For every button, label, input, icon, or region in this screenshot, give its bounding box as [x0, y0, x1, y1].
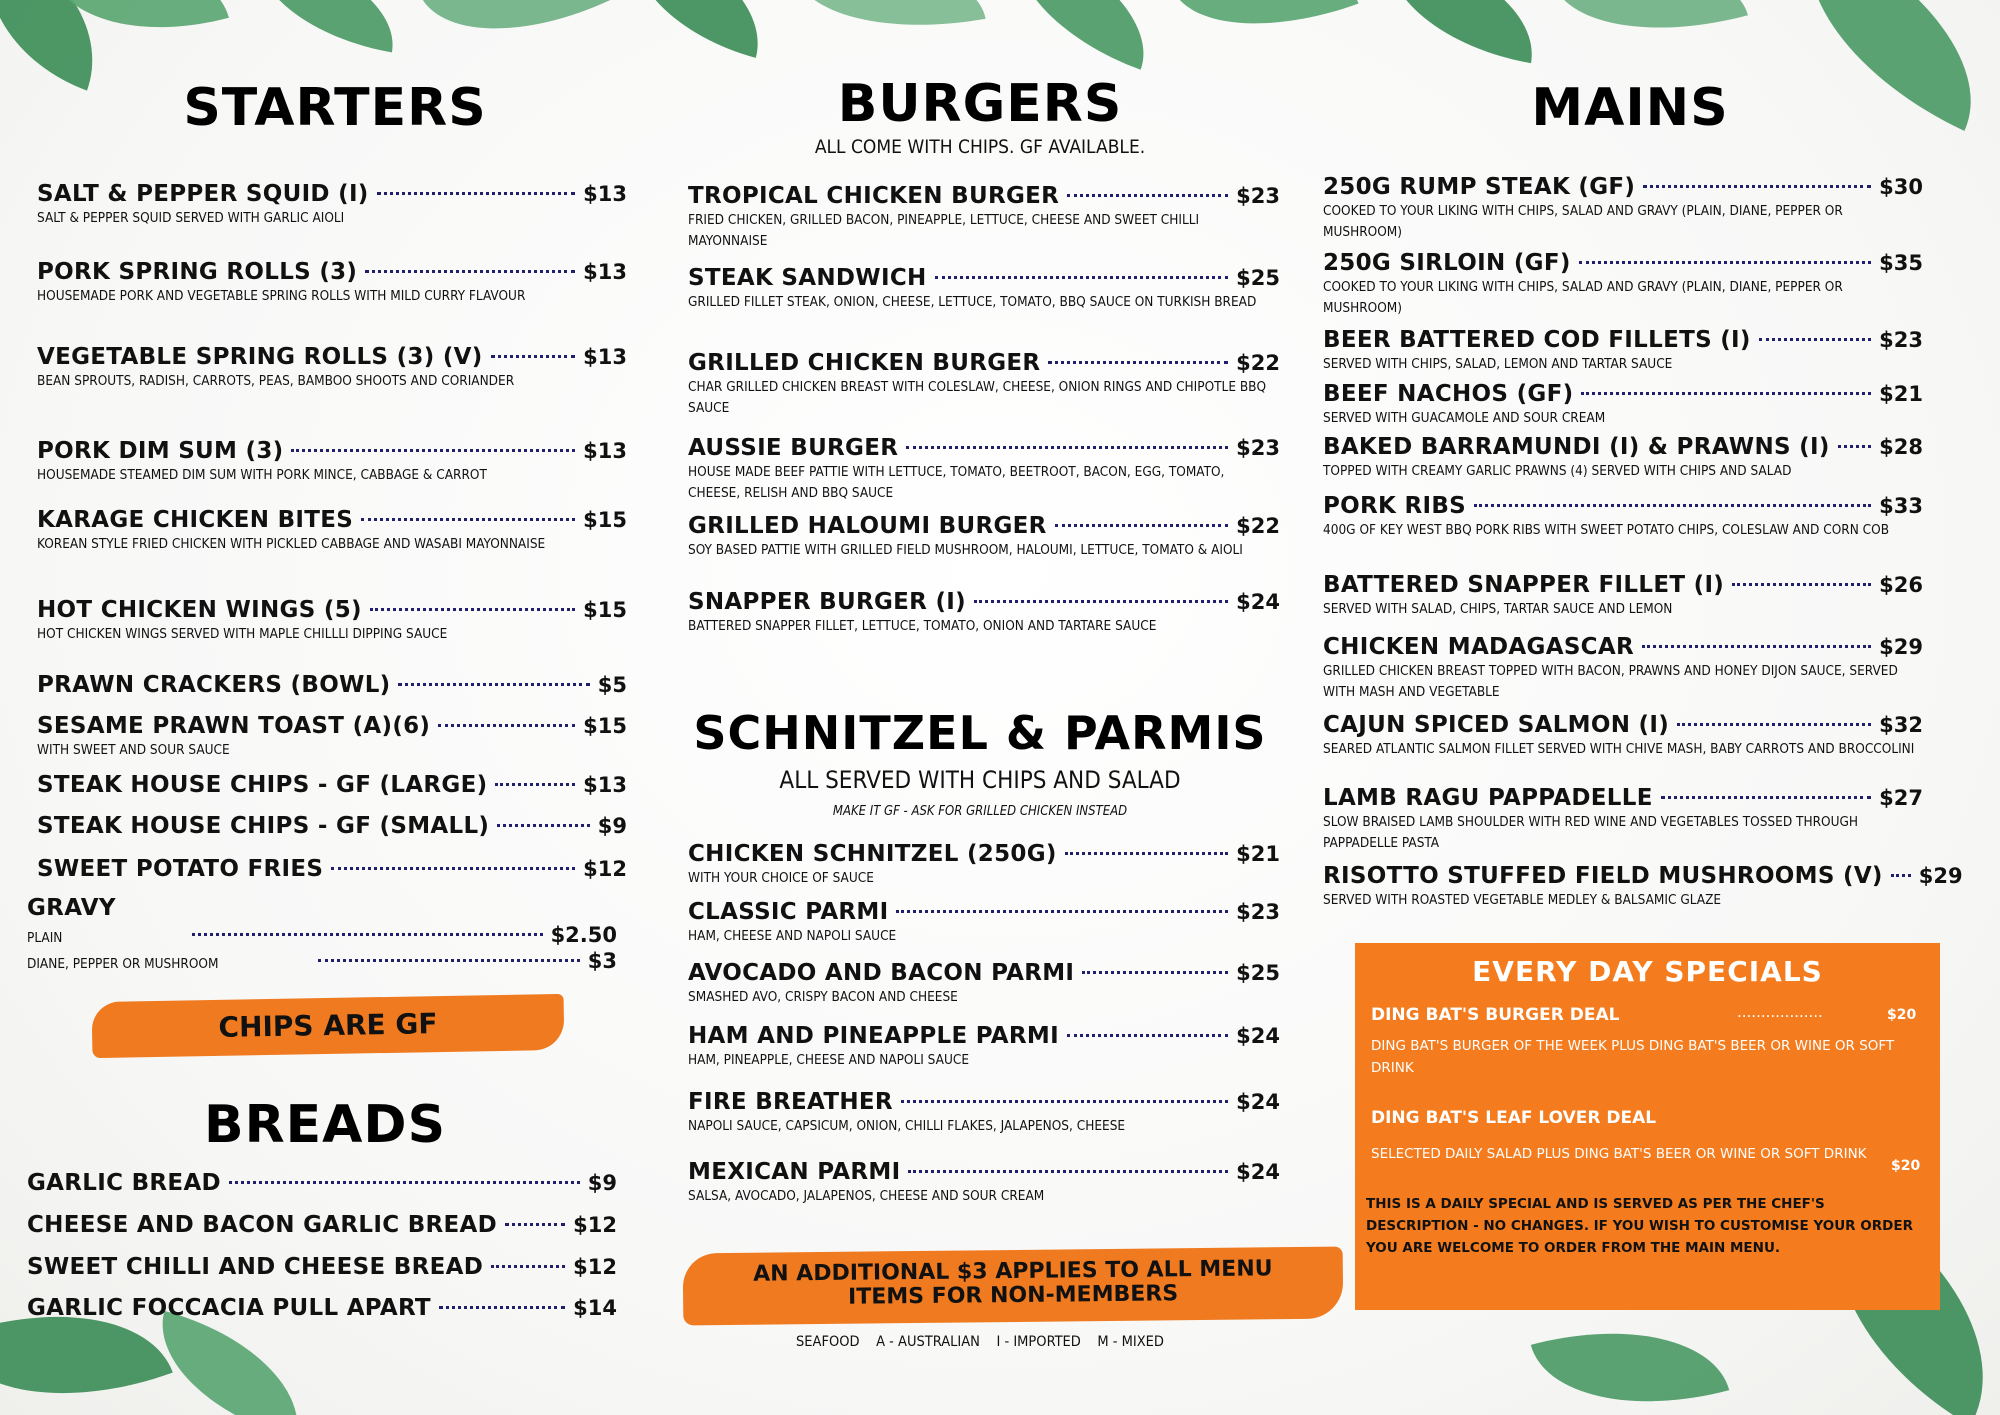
bread-item — [27, 1254, 617, 1280]
starter-item-row — [37, 259, 627, 285]
main-item-name: BATTERED SNAPPER FILLET (I) — [1323, 572, 1725, 598]
bread-item — [27, 1212, 617, 1238]
dot-leader — [1474, 504, 1871, 507]
deal2-desc: SELECTED DAILY SALAD PLUS DING BAT'S BEER OR WINE OR SOFT DRINK — [1371, 1146, 1867, 1162]
gravy-plain: PLAIN — [27, 930, 63, 946]
burger-item-name: GRILLED HALOUMI BURGER — [688, 513, 1047, 539]
main-item-row — [1323, 712, 1923, 738]
deal1-name: DING BAT'S BURGER DEAL — [1371, 1005, 1620, 1025]
main-item-price: $35 — [1879, 251, 1923, 275]
starter-item-name: PORK SPRING ROLLS (3) — [37, 259, 358, 285]
starter-item — [37, 713, 627, 761]
dot-leader — [1759, 338, 1871, 341]
specials-title: EVERY DAY SPECIALS — [1472, 955, 1823, 988]
gravy-name: GRAVY — [27, 895, 116, 921]
starter-item — [37, 813, 627, 839]
starter-item-price: $13 — [583, 345, 627, 369]
schnitzel-item-name: HAM AND PINEAPPLE PARMI — [688, 1023, 1059, 1049]
starter-item-desc: HOUSEMADE STEAMED DIM SUM WITH PORK MINCE, CABBAGE & CARROT — [37, 467, 487, 483]
main-item-row — [1323, 250, 1923, 276]
schnitzel-item-name: AVOCADO AND BACON PARMI — [688, 960, 1075, 986]
schnitzel-item — [688, 1023, 1280, 1071]
main-item-desc: GRILLED CHICKEN BREAST TOPPED WITH BACON, PRAWNS AND HONEY DIJON SAUCE, SERVED WITH MASH AND VEGETABLE — [1323, 663, 1898, 700]
main-item-desc: TOPPED WITH CREAMY GARLIC PRAWNS (4) SERVED WITH CHIPS AND SALAD — [1323, 463, 1792, 479]
starter-item — [37, 507, 627, 555]
starter-item-name: SESAME PRAWN TOAST (A)(6) — [37, 713, 431, 739]
gravy-other-price: $3 — [587, 949, 617, 973]
dot-leader — [505, 1223, 565, 1226]
schnitzel-item-price: $24 — [1236, 1160, 1280, 1184]
burger-item-price: $25 — [1236, 266, 1280, 290]
schnitzel-item-row — [688, 841, 1280, 867]
schnitzel-item-price: $25 — [1236, 961, 1280, 985]
starter-item-desc: HOT CHICKEN WINGS SERVED WITH MAPLE CHILLLI DIPPING SAUCE — [37, 626, 448, 642]
legend: SEAFOOD A - AUSTRALIAN I - IMPORTED M - MIXED — [796, 1334, 1164, 1350]
main-item-desc: SERVED WITH CHIPS, SALAD, LEMON AND TARTAR SAUCE — [1323, 356, 1673, 372]
main-item-desc: SEARED ATLANTIC SALMON FILLET SERVED WITH CHIVE MASH, BABY CARROTS AND BROCCOLINI — [1323, 741, 1915, 757]
schnitzel-heading: SCHNITZEL & PARMIS — [693, 706, 1267, 760]
main-item-name: PORK RIBS — [1323, 493, 1467, 519]
dot-leader — [1838, 445, 1872, 448]
main-item-price: $26 — [1879, 573, 1923, 597]
burger-item-desc: SOY BASED PATTIE WITH GRILLED FIELD MUSHROOM, HALOUMI, LETTUCE, TOMATO & AIOLI — [688, 542, 1243, 558]
starter-item-name: KARAGE CHICKEN BITES — [37, 507, 354, 533]
burger-item-name: TROPICAL CHICKEN BURGER — [688, 183, 1060, 209]
starter-item-row — [37, 507, 627, 533]
main-item-price: $29 — [1879, 635, 1923, 659]
main-item-desc: SERVED WITH SALAD, CHIPS, TARTAR SAUCE AND LEMON — [1323, 601, 1673, 617]
starter-item — [37, 259, 627, 307]
schnitzel-subtitle: ALL SERVED WITH CHIPS AND SALAD — [779, 766, 1181, 794]
main-item-desc: COOKED TO YOUR LIKING WITH CHIPS, SALAD AND GRAVY (PLAIN, DIANE, PEPPER OR MUSHROOM) — [1323, 203, 1843, 240]
main-item-row — [1323, 785, 1923, 811]
main-item-desc: SERVED WITH ROASTED VEGETABLE MEDLEY & BALSAMIC GLAZE — [1323, 892, 1722, 908]
starter-item — [37, 772, 627, 798]
burger-item-price: $22 — [1236, 514, 1280, 538]
dot-leader — [1082, 971, 1228, 974]
dot-leader — [377, 192, 576, 195]
starter-item-name: HOT CHICKEN WINGS (5) — [37, 597, 362, 623]
schnitzel-item — [688, 1089, 1280, 1137]
main-item-name: 250G RUMP STEAK (GF) — [1323, 174, 1636, 200]
burger-item-desc: FRIED CHICKEN, GRILLED BACON, PINEAPPLE, LETTUCE, CHEESE AND SWEET CHILLI MAYONNAISE — [688, 212, 1200, 249]
schnitzel-note: MAKE IT GF - ASK FOR GRILLED CHICKEN INSTEAD — [832, 804, 1128, 819]
dot-leader — [497, 824, 590, 827]
starter-item-desc: SALT & PEPPER SQUID SERVED WITH GARLIC AIOLI — [37, 210, 345, 226]
starter-item-price: $15 — [583, 598, 627, 622]
burger-item — [688, 350, 1280, 419]
burger-item-desc: GRILLED FILLET STEAK, ONION, CHEESE, LETTUCE, TOMATO, BBQ SAUCE ON TURKISH BREAD — [688, 294, 1257, 310]
dot-leader — [901, 1100, 1228, 1103]
main-item-desc: COOKED TO YOUR LIKING WITH CHIPS, SALAD AND GRAVY (PLAIN, DIANE, PEPPER OR MUSHROOM) — [1323, 279, 1843, 316]
main-item-name: BAKED BARRAMUNDI (I) & PRAWNS (I) — [1323, 434, 1830, 460]
starter-item-name: PORK DIM SUM (3) — [37, 438, 284, 464]
dot-leader — [935, 276, 1229, 279]
schnitzel-item — [688, 1159, 1280, 1207]
deal1-price: $20 — [1887, 1007, 1917, 1023]
schnitzel-item-row — [688, 1023, 1280, 1049]
nonmember-banner — [683, 1247, 1344, 1326]
dot-leader — [908, 1170, 1228, 1173]
main-item — [1323, 434, 1923, 482]
specials-note: THIS IS A DAILY SPECIAL AND IS SERVED AS PER THE CHEF'S DESCRIPTION - NO CHANGES. IF YOU WISH TO CUSTOMISE YOUR ORDER YOU ARE WELCOME TO ORDER FROM THE MAIN MENU. — [1366, 1196, 1913, 1256]
bread-item-name: GARLIC FOCCACIA PULL APART — [27, 1295, 431, 1321]
burger-item-name: SNAPPER BURGER (I) — [688, 589, 966, 615]
starter-item-row — [37, 597, 627, 623]
main-item-name: RISOTTO STUFFED FIELD MUSHROOMS (V) — [1323, 863, 1883, 889]
dot-leader — [1579, 261, 1872, 264]
schnitzel-item-price: $24 — [1236, 1024, 1280, 1048]
deal2-price: $20 — [1891, 1158, 1921, 1174]
schnitzel-item-name: CHICKEN SCHNITZEL (250G) — [688, 841, 1057, 867]
schnitzel-item-desc: SMASHED AVO, CRISPY BACON AND CHEESE — [688, 989, 958, 1005]
burger-item-row — [688, 513, 1280, 539]
dot-leader — [361, 518, 575, 521]
chips-gf-banner: CHIPS ARE GF — [92, 994, 565, 1058]
burger-item — [688, 183, 1280, 252]
main-item — [1323, 634, 1923, 703]
starter-item-desc: BEAN SPROUTS, RADISH, CARROTS, PEAS, BAMBOO SHOOTS AND CORIANDER — [37, 373, 515, 389]
main-item-row — [1323, 174, 1923, 200]
burger-item — [688, 589, 1280, 637]
schnitzel-item-row — [688, 1159, 1280, 1185]
dot-leader — [291, 449, 575, 452]
burger-item-name: GRILLED CHICKEN BURGER — [688, 350, 1041, 376]
schnitzel-item-row — [688, 960, 1280, 986]
bread-item — [27, 1295, 617, 1321]
schnitzel-item-price: $24 — [1236, 1090, 1280, 1114]
bread-item-price: $12 — [573, 1213, 617, 1237]
main-item — [1323, 785, 1923, 854]
main-item — [1323, 327, 1923, 375]
burger-item-desc: CHAR GRILLED CHICKEN BREAST WITH COLESLAW, CHEESE, ONION RINGS AND CHIPOTLE BBQ SAUCE — [688, 379, 1267, 416]
bread-item-price: $9 — [587, 1171, 617, 1195]
main-item-name: CAJUN SPICED SALMON (I) — [1323, 712, 1670, 738]
dot-leader — [1661, 796, 1871, 799]
schnitzel-item-desc: NAPOLI SAUCE, CAPSICUM, ONION, CHILLI FLAKES, JALAPENOS, CHEESE — [688, 1118, 1126, 1134]
main-item-name: CHICKEN MADAGASCAR — [1323, 634, 1634, 660]
dot-leader — [365, 270, 575, 273]
burgers-subtitle: ALL COME WITH CHIPS. GF AVAILABLE. — [814, 136, 1146, 158]
schnitzel-item-row — [688, 899, 1280, 925]
schnitzel-item-desc: HAM, PINEAPPLE, CHEESE AND NAPOLI SAUCE — [688, 1052, 969, 1068]
burger-item — [688, 265, 1280, 313]
dot-leader — [1581, 392, 1871, 395]
starter-item-name: SWEET POTATO FRIES — [37, 856, 324, 882]
starter-item-row — [37, 438, 627, 464]
main-item — [1323, 712, 1923, 760]
dot-leader — [331, 867, 575, 870]
main-item-row — [1323, 493, 1923, 519]
dot-leader — [896, 910, 1228, 913]
schnitzel-item-desc: WITH YOUR CHOICE OF SAUCE — [688, 870, 874, 886]
starter-item-price: $13 — [583, 773, 627, 797]
main-item-row — [1323, 381, 1923, 407]
starter-item-row — [37, 672, 627, 698]
starter-item — [37, 344, 627, 392]
starter-item-price: $13 — [583, 182, 627, 206]
bread-item-name: GARLIC BREAD — [27, 1170, 221, 1196]
dot-leader — [439, 1306, 565, 1309]
starter-item-row — [37, 344, 627, 370]
burger-item-row — [688, 589, 1280, 615]
dot-leader — [438, 724, 575, 727]
bread-item-price: $14 — [573, 1296, 617, 1320]
main-item-desc: 400G OF KEY WEST BBQ PORK RIBS WITH SWEET POTATO CHIPS, COLESLAW AND CORN COB — [1323, 522, 1890, 538]
main-item-price: $30 — [1879, 175, 1923, 199]
starter-item-price: $15 — [583, 714, 627, 738]
burger-item-row — [688, 350, 1280, 376]
deal1-dots: .................. — [1737, 1003, 1823, 1021]
burger-item-price: $23 — [1236, 436, 1280, 460]
deal1-desc: DING BAT'S BURGER OF THE WEEK PLUS DING BAT'S BEER OR WINE OR SOFT DRINK — [1371, 1038, 1895, 1076]
dot-leader — [1891, 874, 1911, 877]
starter-item-row — [37, 772, 627, 798]
main-item-name: BEEF NACHOS (GF) — [1323, 381, 1574, 407]
bread-item-row — [27, 1254, 617, 1280]
starter-item-row — [37, 181, 627, 207]
main-item-name: BEER BATTERED COD FILLETS (I) — [1323, 327, 1751, 353]
main-item-price: $28 — [1879, 435, 1923, 459]
schnitzel-item-row — [688, 1089, 1280, 1115]
starter-item-name: SALT & PEPPER SQUID (I) — [37, 181, 369, 207]
main-item — [1323, 381, 1923, 429]
schnitzel-item — [688, 960, 1280, 1008]
dot-leader — [974, 600, 1228, 603]
burger-item — [688, 513, 1280, 561]
schnitzel-item — [688, 899, 1280, 947]
main-item-desc: SLOW BRAISED LAMB SHOULDER WITH RED WINE AND VEGETABLES TOSSED THROUGH PAPPADELLE PASTA — [1323, 814, 1859, 851]
burger-item-desc: HOUSE MADE BEEF PATTIE WITH LETTUCE, TOMATO, BEETROOT, BACON, EGG, TOMATO, CHEESE, RELISH AND BBQ SAUCE — [688, 464, 1225, 501]
starter-item-price: $13 — [583, 260, 627, 284]
gravy-plain-price: $2.50 — [550, 923, 617, 947]
dot-leader — [1055, 524, 1229, 527]
starter-item-name: STEAK HOUSE CHIPS - GF (LARGE) — [37, 772, 488, 798]
starter-item — [37, 672, 627, 698]
burger-item-price: $23 — [1236, 184, 1280, 208]
starters-heading: STARTERS — [183, 78, 487, 138]
burger-item-price: $22 — [1236, 351, 1280, 375]
starter-item — [37, 856, 627, 882]
main-item-price: $21 — [1879, 382, 1923, 406]
main-item-row — [1323, 327, 1923, 353]
burger-item-row — [688, 183, 1280, 209]
starter-item-desc: HOUSEMADE PORK AND VEGETABLE SPRING ROLLS WITH MILD CURRY FLAVOUR — [37, 288, 526, 304]
starter-item-name: VEGETABLE SPRING ROLLS (3) (V) — [37, 344, 483, 370]
gravy-item — [27, 895, 617, 975]
starter-item-price: $15 — [583, 508, 627, 532]
main-item — [1323, 493, 1923, 541]
dot-leader — [1642, 645, 1871, 648]
bread-item-row — [27, 1212, 617, 1238]
starter-item-name: STEAK HOUSE CHIPS - GF (SMALL) — [37, 813, 490, 839]
main-item — [1323, 863, 1963, 911]
dot-leader — [229, 1181, 580, 1184]
burger-item-row — [688, 435, 1280, 461]
dot-leader — [491, 355, 576, 358]
bread-item-price: $12 — [573, 1255, 617, 1279]
dot-leader — [906, 446, 1228, 449]
starter-item-price: $12 — [583, 857, 627, 881]
dot-leader — [398, 683, 589, 686]
burger-item-row — [688, 265, 1280, 291]
mains-heading: MAINS — [1531, 78, 1729, 138]
dot-leader — [495, 783, 575, 786]
dot-leader — [1048, 361, 1228, 364]
starter-item-price: $13 — [583, 439, 627, 463]
main-item-price: $27 — [1879, 786, 1923, 810]
dot-leader — [370, 608, 575, 611]
schnitzel-item-desc: HAM, CHEESE AND NAPOLI SAUCE — [688, 928, 897, 944]
gravy-other: DIANE, PEPPER OR MUSHROOM — [27, 956, 219, 972]
dot-leader — [491, 1265, 565, 1268]
main-item-price: $29 — [1918, 864, 1963, 888]
starter-item-price: $5 — [597, 673, 627, 697]
starter-item-name: PRAWN CRACKERS (BOWL) — [37, 672, 391, 698]
main-item-price: $32 — [1879, 713, 1923, 737]
starter-item-row — [37, 813, 627, 839]
main-item-name: LAMB RAGU PAPPADELLE — [1323, 785, 1653, 811]
main-item-row — [1323, 863, 1963, 889]
schnitzel-item-name: FIRE BREATHER — [688, 1089, 893, 1115]
dot-leader — [1677, 723, 1871, 726]
main-item-row — [1323, 434, 1923, 460]
dot-leader — [1732, 583, 1871, 586]
schnitzel-item-price: $23 — [1236, 900, 1280, 924]
dot-leader — [1065, 852, 1228, 855]
main-item-price: $23 — [1879, 328, 1923, 352]
main-item-name: 250G SIRLOIN (GF) — [1323, 250, 1571, 276]
burger-item-price: $24 — [1236, 590, 1280, 614]
specials-box — [1355, 943, 1940, 1310]
schnitzel-item-name: CLASSIC PARMI — [688, 899, 889, 925]
bread-item — [27, 1170, 617, 1196]
main-item-desc: SERVED WITH GUACAMOLE AND SOUR CREAM — [1323, 410, 1606, 426]
schnitzel-item-price: $21 — [1236, 842, 1280, 866]
main-item — [1323, 174, 1923, 243]
bread-item-name: SWEET CHILLI AND CHEESE BREAD — [27, 1254, 484, 1280]
main-item-row — [1323, 572, 1923, 598]
starter-item-price: $9 — [597, 814, 627, 838]
starter-item-desc: KOREAN STYLE FRIED CHICKEN WITH PICKLED CABBAGE AND WASABI MAYONNAISE — [37, 536, 546, 552]
dot-leader — [1067, 194, 1228, 197]
main-item-row — [1323, 634, 1923, 660]
bread-item-name: CHEESE AND BACON GARLIC BREAD — [27, 1212, 498, 1238]
starter-item-row — [37, 856, 627, 882]
main-item-price: $33 — [1879, 494, 1923, 518]
schnitzel-item — [688, 841, 1280, 889]
breads-heading: BREADS — [203, 1095, 447, 1155]
main-item — [1323, 250, 1923, 319]
dot-leader — [1067, 1034, 1228, 1037]
schnitzel-item-desc: SALSA, AVOCADO, JALAPENOS, CHEESE AND SOUR CREAM — [688, 1188, 1045, 1204]
burger-item — [688, 435, 1280, 504]
nonmember-text: AN ADDITIONAL $3 APPLIES TO ALL MENU ITEMS FOR NON-MEMBERS — [753, 1256, 1273, 1310]
schnitzel-item-name: MEXICAN PARMI — [688, 1159, 901, 1185]
starter-item-desc: WITH SWEET AND SOUR SAUCE — [37, 742, 230, 758]
burger-item-desc: BATTERED SNAPPER FILLET, LETTUCE, TOMATO, ONION AND TARTARE SAUCE — [688, 618, 1157, 634]
starter-item — [37, 181, 627, 229]
starter-item-row — [37, 713, 627, 739]
burger-item-name: AUSSIE BURGER — [688, 435, 899, 461]
bread-item-row — [27, 1170, 617, 1196]
burger-item-name: STEAK SANDWICH — [688, 265, 927, 291]
bread-item-row — [27, 1295, 617, 1321]
starter-item — [37, 438, 627, 486]
deal2-name: DING BAT'S LEAF LOVER DEAL — [1371, 1108, 1657, 1128]
burgers-heading: BURGERS — [837, 74, 1123, 134]
starter-item — [37, 597, 627, 645]
dot-leader — [1643, 185, 1871, 188]
main-item — [1323, 572, 1923, 620]
